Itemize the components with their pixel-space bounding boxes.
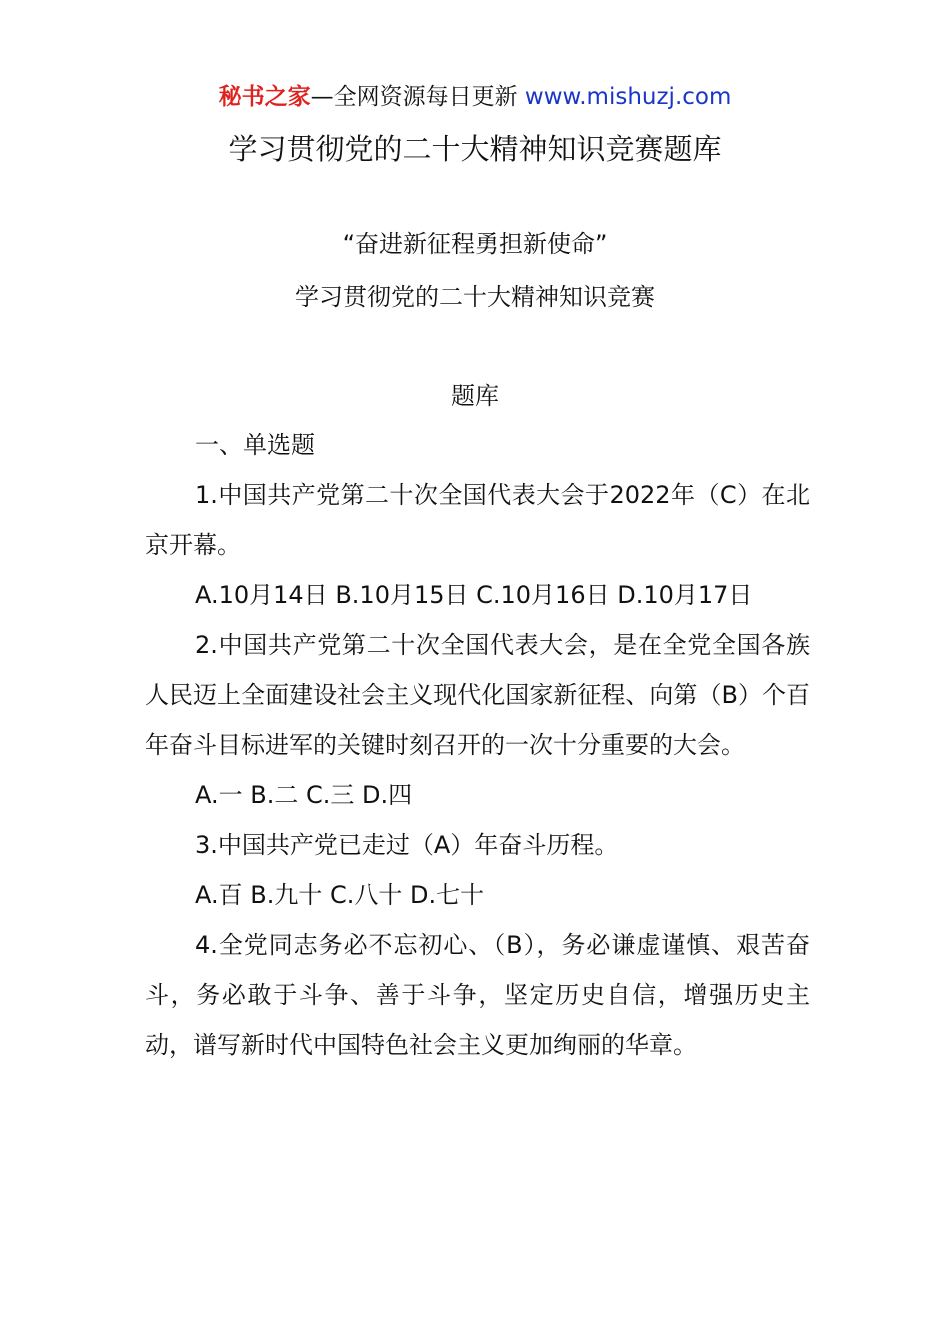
site-brand: 秘书之家 (218, 84, 311, 110)
contest-slogan: “奋进新征程勇担新使命” (342, 230, 608, 258)
section-title: 题库 (451, 382, 499, 410)
question-2: 2.中国共产党第二十次全国代表大会，是在全党全国各族人民迈上全面建设社会主义现代化国家新征程、向第（B）个百年奋斗目标进军的关键时刻召开的一次十分重要的大会。 (145, 631, 810, 759)
question-4: 4.全党同志务必不忘初心、（B），务必谦虚谨慎、艰苦奋斗，务必敢于斗争、善于斗争，坚定历史自信，增强历史主动，谱写新时代中国特色社会主义更加绚丽的华章。 (145, 931, 810, 1059)
question-3: 3.中国共产党已走过（A）年奋斗历程。 (195, 831, 619, 859)
document-title: 学习贯彻党的二十大精神知识竞赛题库 (228, 132, 722, 166)
options-1: A.10月14日 B.10月15日 C.10月16日 D.10月17日 (195, 581, 753, 609)
question-1: 1.中国共产党第二十次全国代表大会于2022年（C）在北京开幕。 (145, 481, 810, 559)
site-slogan: —全网资源每日更新 (310, 84, 525, 110)
options-3: A.百 B.九十 C.八十 D.七十 (195, 881, 485, 909)
contest-name: 学习贯彻党的二十大精神知识竞赛 (295, 283, 655, 311)
site-url-link[interactable]: www.mishuzj.com (524, 84, 732, 110)
section-heading: 一、单选题 (195, 431, 315, 459)
site-header (0, 80, 950, 114)
document-body (145, 420, 810, 1070)
options-2: A.一 B.二 C.三 D.四 (195, 781, 413, 809)
